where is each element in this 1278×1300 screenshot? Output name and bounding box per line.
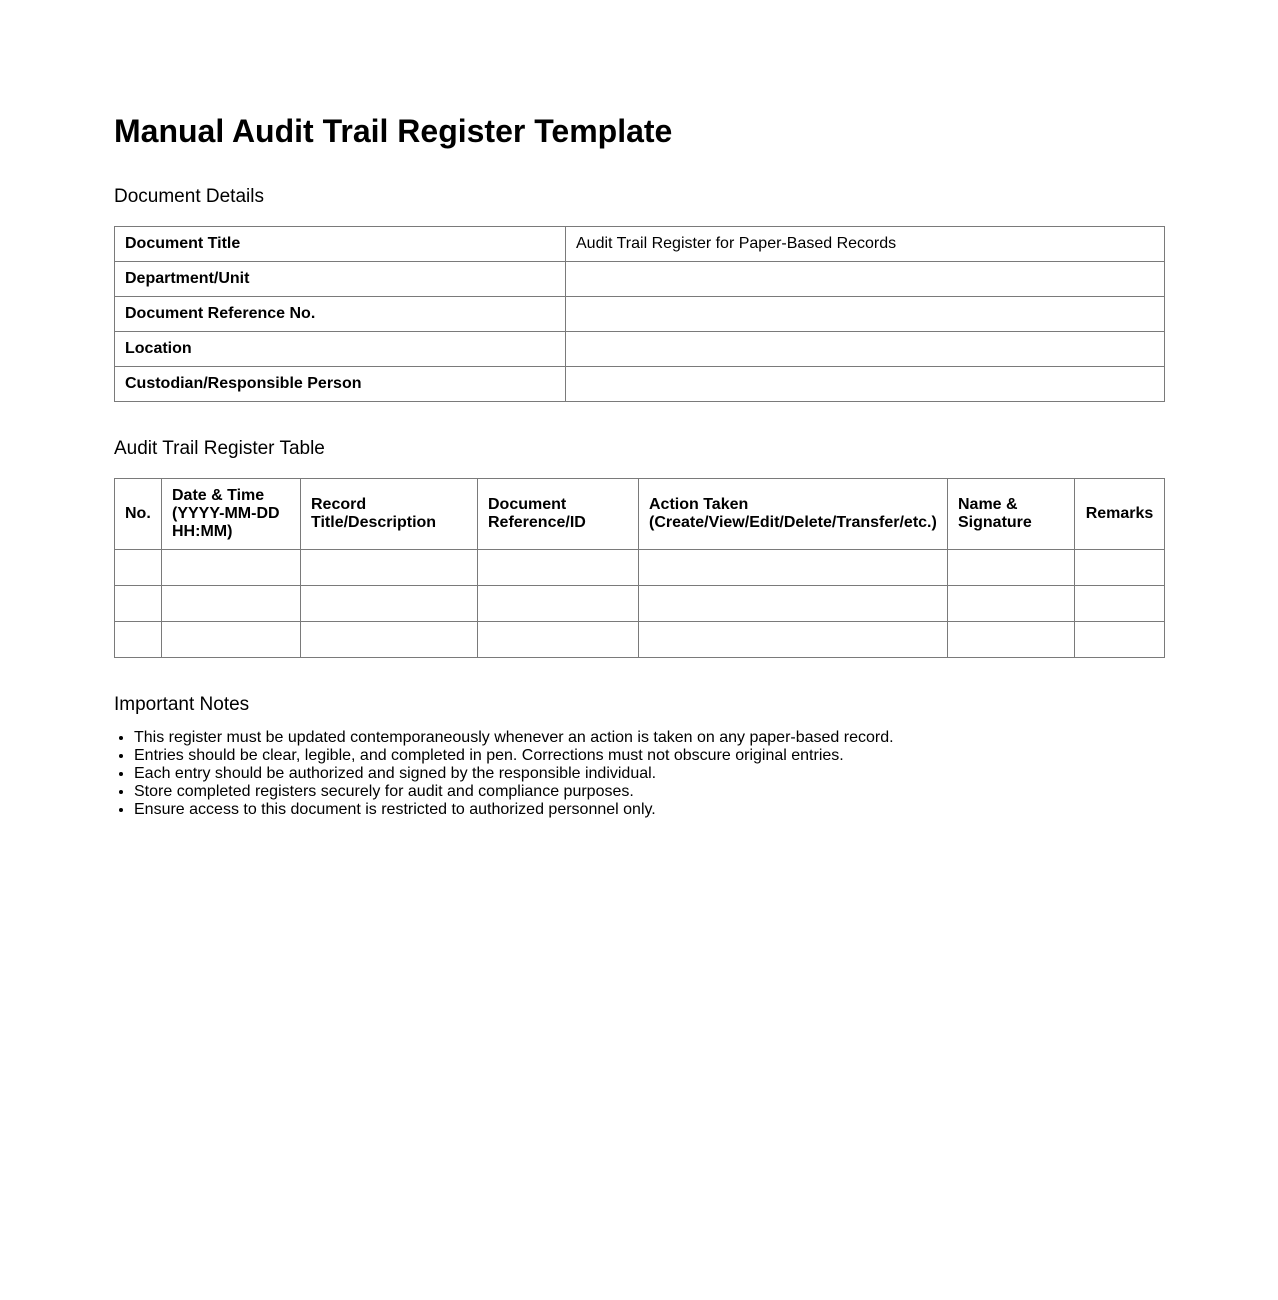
list-item: • Ensure access to this document is restricted to authorized personnel only. xyxy=(134,801,894,819)
document-details-table xyxy=(114,226,1165,402)
table-row xyxy=(115,550,1165,586)
details-value[interactable] xyxy=(566,367,1165,402)
important-notes-list xyxy=(114,729,894,819)
section-heading-important-notes: Important Notes xyxy=(114,694,250,715)
section-heading-document-details: Document Details xyxy=(114,186,264,207)
details-label: Department/Unit xyxy=(115,262,566,297)
table-cell[interactable] xyxy=(478,550,639,586)
details-row xyxy=(115,332,1165,367)
list-item: • Each entry should be authorized and signed by the responsible individual. xyxy=(134,765,894,783)
table-cell[interactable] xyxy=(162,550,301,586)
table-cell[interactable] xyxy=(948,550,1075,586)
table-cell[interactable] xyxy=(162,622,301,658)
table-cell[interactable] xyxy=(948,586,1075,622)
table-cell[interactable] xyxy=(478,622,639,658)
details-label: Custodian/Responsible Person xyxy=(115,367,566,402)
table-cell[interactable] xyxy=(1075,586,1165,622)
details-row xyxy=(115,297,1165,332)
details-row xyxy=(115,227,1165,262)
table-cell[interactable] xyxy=(639,550,948,586)
column-header-no: No. xyxy=(115,479,162,550)
details-value[interactable] xyxy=(566,262,1165,297)
table-cell[interactable] xyxy=(301,586,478,622)
page-title: Manual Audit Trail Register Template xyxy=(114,113,673,149)
table-cell[interactable] xyxy=(115,550,162,586)
table-cell[interactable] xyxy=(639,622,948,658)
details-row xyxy=(115,367,1165,402)
list-item: • Entries should be clear, legible, and completed in pen. Corrections must not obscure original entries. xyxy=(134,747,894,765)
table-cell[interactable] xyxy=(162,586,301,622)
table-cell[interactable] xyxy=(478,586,639,622)
column-header-document-reference: Document Reference/ID xyxy=(478,479,639,550)
column-header-remarks: Remarks xyxy=(1075,479,1165,550)
column-header-name-signature: Name & Signature xyxy=(948,479,1075,550)
column-header-record-title: Record Title/Description xyxy=(301,479,478,550)
details-value[interactable] xyxy=(566,332,1165,367)
details-label: Location xyxy=(115,332,566,367)
details-value[interactable] xyxy=(566,297,1165,332)
details-row xyxy=(115,262,1165,297)
table-cell[interactable] xyxy=(639,586,948,622)
table-row xyxy=(115,622,1165,658)
table-cell[interactable] xyxy=(115,586,162,622)
list-item: • Store completed registers securely for audit and compliance purposes. xyxy=(134,783,894,801)
table-cell[interactable] xyxy=(115,622,162,658)
details-label: Document Reference No. xyxy=(115,297,566,332)
table-cell[interactable] xyxy=(1075,550,1165,586)
table-cell[interactable] xyxy=(1075,622,1165,658)
details-value[interactable]: Audit Trail Register for Paper-Based Records xyxy=(566,227,1165,262)
section-heading-register-table: Audit Trail Register Table xyxy=(114,438,325,459)
details-label: Document Title xyxy=(115,227,566,262)
column-header-date-time: Date & Time (YYYY-MM-DD HH:MM) xyxy=(162,479,301,550)
audit-trail-register-table xyxy=(114,478,1165,658)
column-header-action-taken: Action Taken (Create/View/Edit/Delete/Transfer/etc.) xyxy=(639,479,948,550)
table-cell[interactable] xyxy=(301,622,478,658)
list-item: • This register must be updated contemporaneously whenever an action is taken on any paper-based record. xyxy=(134,729,894,747)
table-cell[interactable] xyxy=(948,622,1075,658)
table-row xyxy=(115,586,1165,622)
register-header-row xyxy=(115,479,1165,550)
table-cell[interactable] xyxy=(301,550,478,586)
